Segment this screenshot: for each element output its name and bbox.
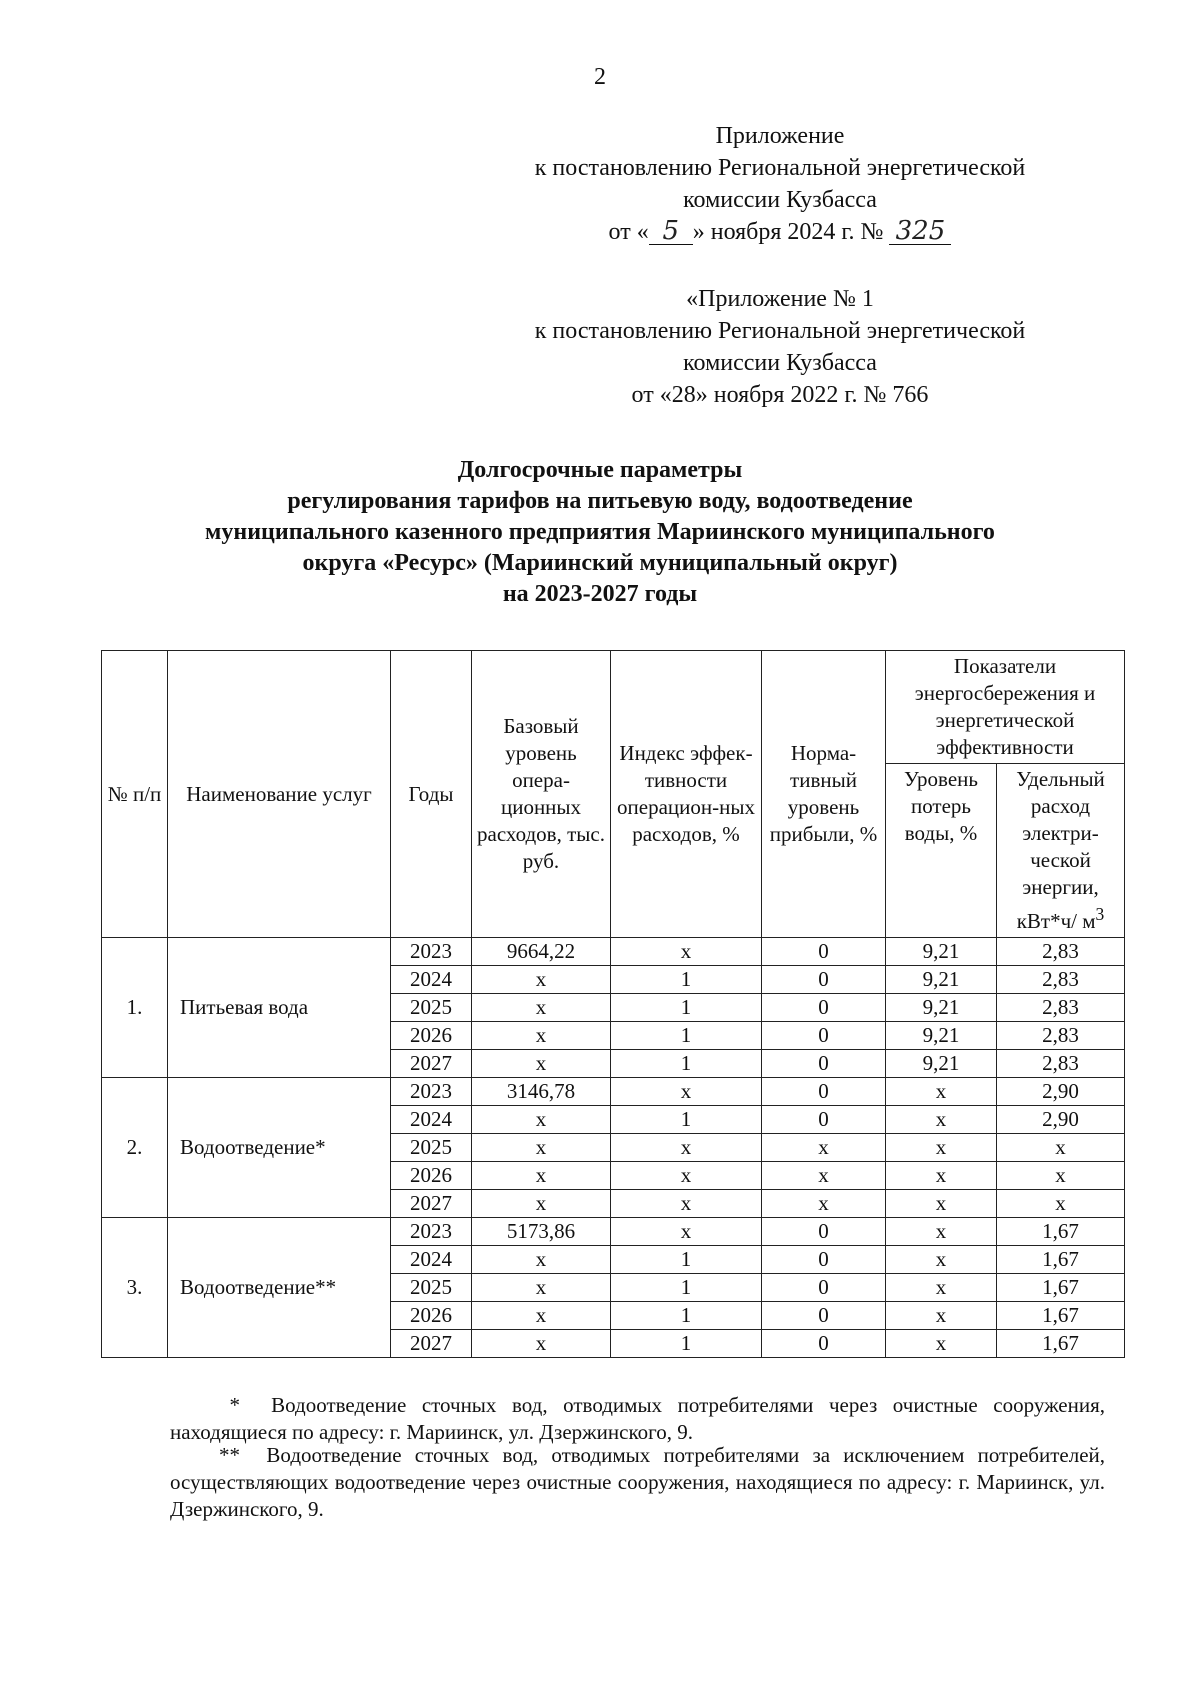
cell-power: 1,67 — [997, 1330, 1125, 1358]
title-line: округа «Ресурс» (Мариинский муниципальный округ) — [302, 550, 898, 576]
cell-losses: x — [886, 1274, 997, 1302]
cell-index: x — [611, 1162, 762, 1190]
cell-base: x — [472, 1274, 611, 1302]
cell-year: 2024 — [391, 1106, 472, 1134]
cell-power: x — [997, 1190, 1125, 1218]
cell-losses: 9,21 — [886, 938, 997, 966]
cell-base: x — [472, 1190, 611, 1218]
appendix-date — [480, 216, 1080, 248]
cell-base: x — [472, 966, 611, 994]
cell-profit: x — [762, 1190, 886, 1218]
cell-profit: 0 — [762, 1050, 886, 1078]
cell-year: 2023 — [391, 1218, 472, 1246]
cell-base: 5173,86 — [472, 1218, 611, 1246]
appendix-title: Приложение — [715, 123, 845, 149]
service-name: Питьевая вода — [168, 938, 391, 1078]
cell-year: 2027 — [391, 1190, 472, 1218]
cell-index: x — [611, 1218, 762, 1246]
cell-year: 2026 — [391, 1302, 472, 1330]
cell-profit: 0 — [762, 1302, 886, 1330]
cell-index: 1 — [611, 994, 762, 1022]
footnote-1 — [170, 1392, 1105, 1446]
tariff-parameters-table — [101, 650, 1125, 1358]
header-years: Годы — [391, 651, 472, 938]
row-number: 2. — [102, 1078, 168, 1218]
footnote-text: Водоотведение сточных вод, отводимых потребителями через очистные сооружения, находящиеся по адресу: г. Мариинск, ул. Дзержинского, 9. — [170, 1393, 1106, 1444]
handwritten-number: 325 — [889, 218, 951, 245]
appendix-title: «Приложение № 1 — [686, 286, 874, 312]
cell-profit: 0 — [762, 1022, 886, 1050]
cell-base: x — [472, 1022, 611, 1050]
footnote-text: Водоотведение сточных вод, отводимых потребителями за исключением потребителей, осуществляющих водоотведение через очистные сооружения, находящиеся по адресу: г. Мариинск, ул. Дзержинского, 9. — [170, 1443, 1106, 1521]
cell-power: 2,83 — [997, 938, 1125, 966]
title-line: регулирования тарифов на питьевую воду, водоотведение — [287, 488, 913, 514]
document-title — [100, 455, 1100, 610]
date-prefix: от « — [608, 219, 649, 245]
table-row — [102, 938, 1125, 966]
cell-year: 2023 — [391, 938, 472, 966]
header-num: № п/п — [102, 651, 168, 938]
row-number: 1. — [102, 938, 168, 1078]
service-name: Водоотведение** — [168, 1218, 391, 1358]
cell-losses: 9,21 — [886, 966, 997, 994]
cell-base: x — [472, 1302, 611, 1330]
cell-profit: 0 — [762, 1330, 886, 1358]
cell-losses: x — [886, 1246, 997, 1274]
power-header-text: Удельный расход электри-ческой энергии, кВт*ч/ м — [1016, 767, 1105, 933]
cell-year: 2025 — [391, 1274, 472, 1302]
title-line: на 2023-2027 годы — [502, 581, 698, 607]
appendix-line: комиссии Кузбасса — [683, 350, 877, 376]
cell-profit: 0 — [762, 1078, 886, 1106]
cell-base: 9664,22 — [472, 938, 611, 966]
cell-year: 2027 — [391, 1330, 472, 1358]
cell-power: 2,83 — [997, 966, 1125, 994]
header-energy-group: Показатели энергосбережения и энергетической эффективности — [886, 651, 1125, 764]
previous-appendix-header — [480, 283, 1080, 411]
cell-year: 2025 — [391, 1134, 472, 1162]
title-line: муниципального казенного предприятия Мариинского муниципального — [205, 519, 995, 545]
cell-losses: x — [886, 1190, 997, 1218]
cell-profit: 0 — [762, 1246, 886, 1274]
cell-index: 1 — [611, 966, 762, 994]
cell-power: 2,83 — [997, 1022, 1125, 1050]
cell-index: x — [611, 1190, 762, 1218]
cell-power: x — [997, 1134, 1125, 1162]
appendix-line: комиссии Кузбасса — [683, 187, 877, 213]
cell-index: 1 — [611, 1246, 762, 1274]
cell-index: x — [611, 1134, 762, 1162]
cell-base: x — [472, 1134, 611, 1162]
header-water-losses: Уровень потерь воды, % — [886, 764, 997, 938]
cell-profit: x — [762, 1134, 886, 1162]
cell-profit: x — [762, 1162, 886, 1190]
cell-losses: 9,21 — [886, 1022, 997, 1050]
cell-index: 1 — [611, 1274, 762, 1302]
cell-power: 1,67 — [997, 1274, 1125, 1302]
appendix-line: к постановлению Региональной энергетической — [534, 155, 1026, 181]
cell-index: 1 — [611, 1302, 762, 1330]
cell-power: 2,83 — [997, 1050, 1125, 1078]
cell-profit: 0 — [762, 1274, 886, 1302]
cell-losses: 9,21 — [886, 994, 997, 1022]
cell-power: 1,67 — [997, 1302, 1125, 1330]
cell-losses: x — [886, 1106, 997, 1134]
cell-losses: x — [886, 1330, 997, 1358]
date-middle: » ноября 2024 г. № — [692, 219, 884, 245]
cell-power: 1,67 — [997, 1218, 1125, 1246]
header-power-consumption — [997, 764, 1125, 938]
cell-losses: x — [886, 1302, 997, 1330]
header-base-opex: Базовый уровень опера-ционных расходов, тыс. руб. — [472, 651, 611, 938]
cell-power: 1,67 — [997, 1246, 1125, 1274]
handwritten-day: 5 — [649, 218, 693, 245]
cell-power: 2,90 — [997, 1078, 1125, 1106]
cell-losses: x — [886, 1218, 997, 1246]
footnote-mark: * — [229, 1393, 240, 1417]
cell-profit: 0 — [762, 1218, 886, 1246]
cell-losses: x — [886, 1134, 997, 1162]
cell-profit: 0 — [762, 938, 886, 966]
cell-losses: 9,21 — [886, 1050, 997, 1078]
cell-index: 1 — [611, 1022, 762, 1050]
cell-index: 1 — [611, 1050, 762, 1078]
cell-base: x — [472, 1246, 611, 1274]
row-number: 3. — [102, 1218, 168, 1358]
cell-power: x — [997, 1162, 1125, 1190]
cell-profit: 0 — [762, 966, 886, 994]
cell-index: x — [611, 938, 762, 966]
table-row — [102, 1078, 1125, 1106]
service-name: Водоотведение* — [168, 1078, 391, 1218]
cell-year: 2026 — [391, 1162, 472, 1190]
cell-base: x — [472, 994, 611, 1022]
cell-base: x — [472, 1050, 611, 1078]
footnote-mark: ** — [219, 1443, 240, 1467]
table-row — [102, 1218, 1125, 1246]
cell-year: 2025 — [391, 994, 472, 1022]
cell-index: 1 — [611, 1106, 762, 1134]
cell-losses: x — [886, 1162, 997, 1190]
cell-year: 2024 — [391, 1246, 472, 1274]
cell-profit: 0 — [762, 1106, 886, 1134]
header-profit-level: Норма-тивный уровень прибыли, % — [762, 651, 886, 938]
appendix-date: от «28» ноября 2022 г. № 766 — [631, 382, 929, 408]
cell-base: x — [472, 1330, 611, 1358]
header-service: Наименование услуг — [168, 651, 391, 938]
cell-year: 2023 — [391, 1078, 472, 1106]
appendix-line: к постановлению Региональной энергетической — [534, 318, 1026, 344]
power-header-superscript: 3 — [1095, 904, 1105, 924]
cell-year: 2024 — [391, 966, 472, 994]
appendix-header — [480, 120, 1080, 248]
cell-base: 3146,78 — [472, 1078, 611, 1106]
cell-index: 1 — [611, 1330, 762, 1358]
cell-base: x — [472, 1162, 611, 1190]
cell-losses: x — [886, 1078, 997, 1106]
header-efficiency-index: Индекс эффек-тивности операцион-ных расходов, % — [611, 651, 762, 938]
title-line: Долгосрочные параметры — [457, 457, 743, 483]
cell-year: 2026 — [391, 1022, 472, 1050]
cell-base: x — [472, 1106, 611, 1134]
page-number: 2 — [594, 64, 606, 90]
cell-index: x — [611, 1078, 762, 1106]
cell-power: 2,90 — [997, 1106, 1125, 1134]
cell-power: 2,83 — [997, 994, 1125, 1022]
footnote-2 — [170, 1442, 1105, 1523]
cell-year: 2027 — [391, 1050, 472, 1078]
cell-profit: 0 — [762, 994, 886, 1022]
